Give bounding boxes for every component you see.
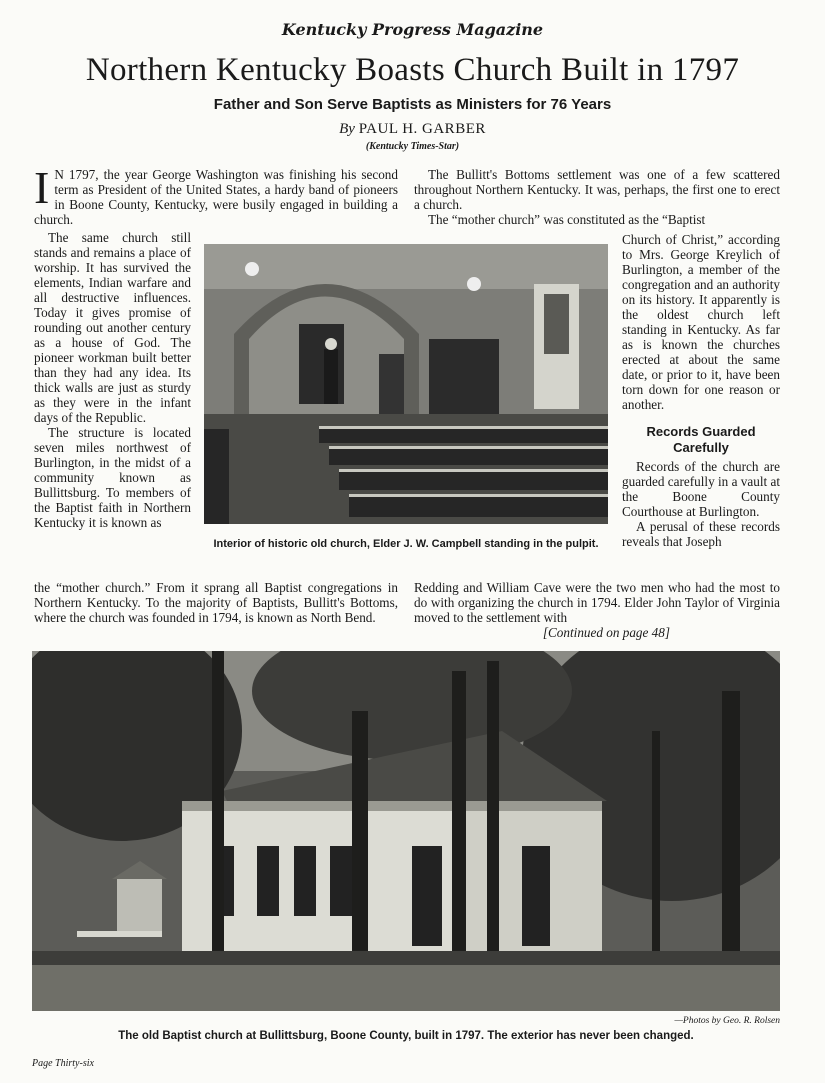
article-col2-top xyxy=(414,167,780,227)
paragraph: Church of Christ,” according to Mrs. George Kreylich of Burlington, a member of the congregation and an authority on its history. It apparently is the oldest church left standing in Kentucky. As far as is known the churches erected at about the same date, or prior to it, have been torn down for one reason or another. xyxy=(622,232,780,412)
byline-by: By xyxy=(339,121,355,137)
paragraph: Records of the church are guarded carefully in a vault at the Boone County Courthouse at Burlington. xyxy=(622,459,780,519)
byline xyxy=(0,121,825,138)
interior-photo-caption: Interior of historic old church, Elder J. W. Campbell standing in the pulpit. xyxy=(213,538,599,550)
headline: Northern Kentucky Boasts Church Built in 1797 xyxy=(85,52,740,88)
photo-credit: —Photos by Geo. R. Rolsen xyxy=(674,1016,780,1026)
article-intro xyxy=(34,162,398,227)
paragraph: The “mother church” was constituted as the “Baptist xyxy=(428,212,706,227)
interior-photo xyxy=(204,244,608,524)
article-col1-bottom xyxy=(34,580,398,625)
exterior-church-image xyxy=(32,651,780,1011)
author-name: PAUL H. GARBER xyxy=(358,121,486,137)
continued-note: [Continued on page 48] xyxy=(542,625,670,640)
drop-cap: I xyxy=(34,162,50,213)
subheadline: Father and Son Serve Baptists as Ministers for 76 Years xyxy=(213,96,612,113)
paragraph: the “mother church.” From it sprang all Baptist congregations in Northern Kentucky. To the majority of Baptists, Bullitt's Bottoms, where the church was founded in 1794, is known as North Bend. xyxy=(34,580,398,625)
section-heading: Records Guarded Carefully xyxy=(646,424,756,455)
page-number: Page Thirty-six xyxy=(32,1058,94,1069)
interior-church-image xyxy=(204,244,608,524)
magazine-title: Kentucky Progress Magazine xyxy=(281,20,544,39)
paragraph: A perusal of these records reveals that Joseph xyxy=(622,519,780,549)
paragraph: The structure is located seven miles northwest of Burlington, in the midst of a community known as Bullittsburg. To members of the Baptist faith in Northern Kentucky it is known as xyxy=(34,425,191,530)
paragraph: The same church still stands and remains a place of worship. It has survived the elements, Indian warfare and all destructive influences. Today it gives promise of rounding out another century as a house of God. The pioneer workman built better than they had any idea. Its thick walls are just as sturdy as they were in the infant days of the Republic. xyxy=(34,230,191,425)
source-credit: (Kentucky Times-Star) xyxy=(365,141,460,152)
exterior-photo-caption: The old Baptist church at Bullittsburg, Boone County, built in 1797. The exterior has never been changed. xyxy=(118,1030,694,1042)
paragraph: Redding and William Cave were the two men who had the most to do with organizing the church in 1794. Elder John Taylor of Virginia moved to the settlement with xyxy=(414,580,780,625)
article-col2-narrow xyxy=(622,232,780,549)
article-col2-bottom xyxy=(414,580,780,640)
exterior-photo xyxy=(32,651,780,1011)
intro-text: N 1797, the year George Washington was finishing his second term as President of the United States, a hardy band of pioneers in Boone County, Kentucky, were busily engaged in building a church. xyxy=(34,167,398,227)
paragraph: The Bullitt's Bottoms settlement was one of a few scattered throughout Northern Kentucky. It was, perhaps, the first one to erect a church. xyxy=(414,167,780,212)
article-col1-narrow xyxy=(34,230,191,530)
